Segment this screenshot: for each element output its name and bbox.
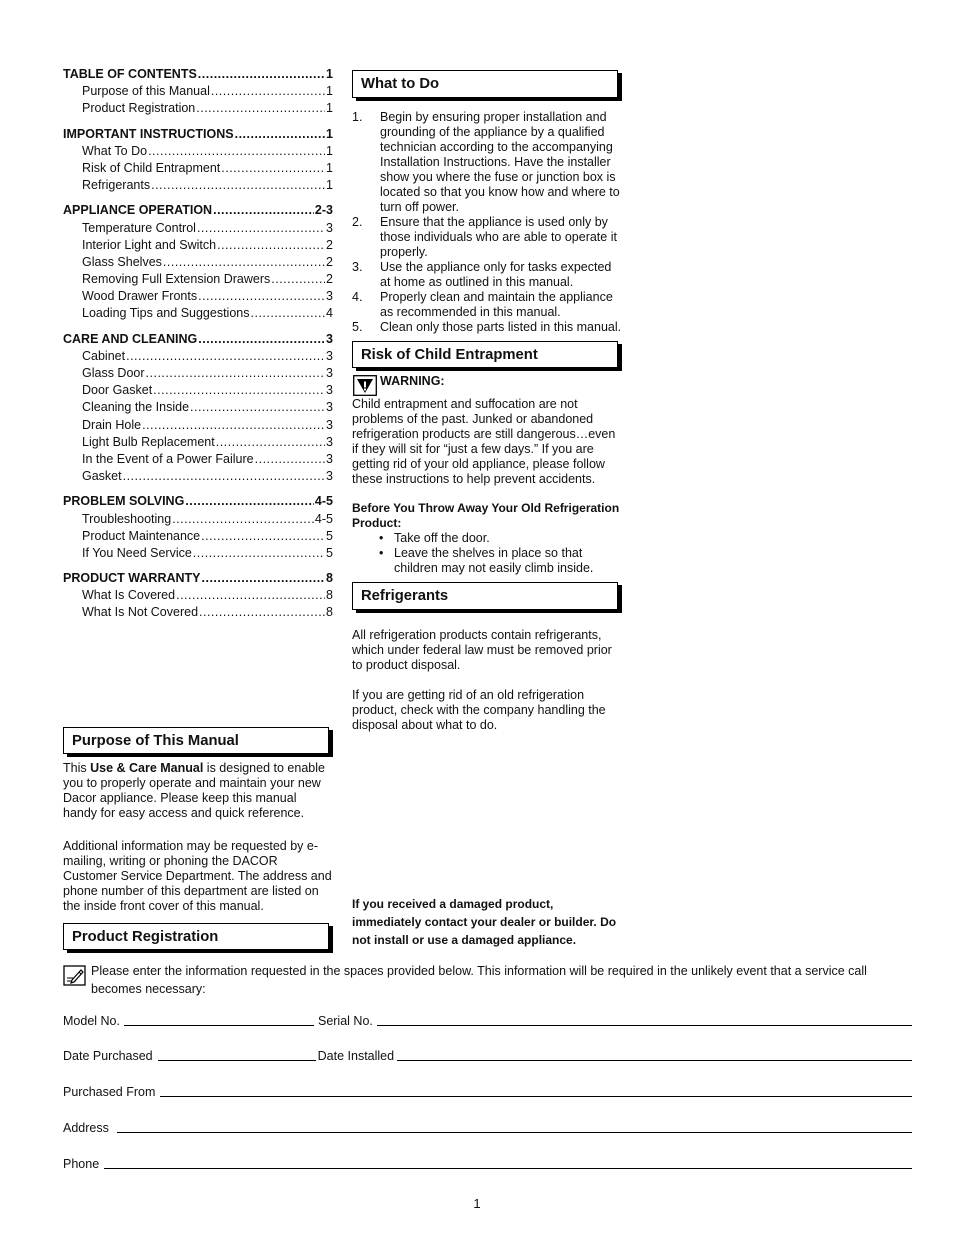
toc-leader-dots xyxy=(202,570,326,587)
refrigerants-body xyxy=(352,628,624,733)
toc-page-number: 3 xyxy=(326,469,333,484)
toc-page-number: 1 xyxy=(326,160,333,175)
purpose-paragraph-1: This Use & Care Manual is designed to enable you to properly operate and maintain your new Dacor appliance. Please keep this manual handy for easy access and quick reference. xyxy=(63,761,325,820)
registration-heading-text: Product Registration xyxy=(72,928,219,945)
toc-entry xyxy=(63,434,333,451)
toc-entry xyxy=(63,511,333,528)
toc-entry xyxy=(63,528,333,545)
toc-entry xyxy=(63,288,333,305)
step-text: Properly clean and maintain the appliance as recommended in this manual. xyxy=(380,290,613,319)
toc-page-number: 2 xyxy=(326,254,333,269)
toc-entry xyxy=(63,271,333,288)
toc-leader-dots xyxy=(123,468,325,485)
child-entrapment-paragraph: Child entrapment and suffocation are not problems of the past. Junked or abandoned refrigeration products are still dangerous…even if they will sit for “just a few days.” If you are getting rid of your old appliance, please follow these instructions to help prevent accidents. xyxy=(352,397,616,486)
toc-label: CARE AND CLEANING xyxy=(63,331,198,346)
refrigerants-heading xyxy=(352,582,618,610)
toc-section-heading xyxy=(63,570,333,587)
registration-heading xyxy=(63,923,329,950)
toc-page-number: 1 xyxy=(326,143,333,158)
what-to-do-body xyxy=(352,110,624,335)
purpose-paragraph-2: Additional information may be requested by e-mailing, writing or phoning the DACOR Customer Service Department. The address and phone number of this department are listed on the inside front cover of this manual. xyxy=(63,839,332,913)
toc-page-number: 5 xyxy=(326,528,333,543)
toc-leader-dots xyxy=(185,493,314,510)
toc-page-number: 8 xyxy=(326,571,333,586)
toc-entry xyxy=(63,177,333,194)
toc-page-number: 3 xyxy=(326,348,333,363)
toc-section-heading xyxy=(63,126,333,143)
toc-entry xyxy=(63,220,333,237)
date-installed-field[interactable] xyxy=(397,1059,912,1061)
phone-label: Phone xyxy=(63,1157,100,1171)
refrigerants-heading-text: Refrigerants xyxy=(361,588,449,604)
model-serial-row xyxy=(63,1014,912,1028)
toc-section xyxy=(63,66,333,118)
toc-page-number: 3 xyxy=(326,417,333,432)
what-to-do-heading-text: What to Do xyxy=(361,76,440,92)
toc-label: Risk of Child Entrapment xyxy=(82,160,221,175)
toc-entry xyxy=(63,417,333,434)
what-to-do-step xyxy=(352,320,624,335)
toc-leader-dots xyxy=(163,254,325,271)
purchased-from-label: Purchased From xyxy=(63,1085,156,1099)
toc-leader-dots xyxy=(198,288,325,305)
toc-leader-dots xyxy=(146,365,326,382)
toc-page-number: 3 xyxy=(326,400,333,415)
toc-leader-dots xyxy=(193,545,325,562)
what-to-do-step xyxy=(352,290,624,320)
toc-label: IMPORTANT INSTRUCTIONS xyxy=(63,126,234,141)
toc-page-number: 1 xyxy=(326,84,333,99)
toc-label: Product Registration xyxy=(82,101,196,116)
toc-label: TABLE OF CONTENTS xyxy=(63,67,197,81)
address-row xyxy=(63,1121,912,1135)
toc-entry xyxy=(63,160,333,177)
toc-leader-dots xyxy=(142,417,325,434)
registration-instruction: Please enter the information requested in the spaces provided below. This information will be required in the unlikely event that a service call becomes necessary: xyxy=(91,964,867,996)
toc-entry xyxy=(63,254,333,271)
toc-label: In the Event of a Power Failure xyxy=(82,451,254,466)
pencil-note-icon xyxy=(63,965,87,987)
toc-label: PROBLEM SOLVING xyxy=(63,494,185,509)
toc-entry xyxy=(63,305,333,322)
toc-entry xyxy=(63,143,333,160)
toc-section xyxy=(63,126,333,195)
toc-entry xyxy=(63,545,333,562)
toc-leader-dots xyxy=(172,511,314,528)
step-text: Ensure that the appliance is used only by those individuals who are able to operate it properly. xyxy=(380,215,617,259)
toc-label: What Is Not Covered xyxy=(82,605,199,620)
date-purchased-field[interactable] xyxy=(158,1059,316,1061)
toc-leader-dots xyxy=(190,399,325,416)
toc-page-number: 3 xyxy=(326,451,333,466)
step-number: 2. xyxy=(352,215,363,229)
toc-page-number: 3 xyxy=(326,289,333,304)
toc-label: Glass Shelves xyxy=(82,254,162,269)
toc-leader-dots xyxy=(216,434,325,451)
toc-leader-dots xyxy=(151,177,325,194)
toc-entry xyxy=(63,451,333,468)
toc-page-number: 3 xyxy=(326,331,333,346)
toc-entry xyxy=(63,348,333,365)
toc-leader-dots xyxy=(211,83,325,100)
toc-page-number: 3 xyxy=(326,220,333,235)
toc-page-number: 2 xyxy=(326,272,333,287)
toc-leader-dots xyxy=(199,604,325,621)
toc-label: Temperature Control xyxy=(82,220,196,235)
purpose-heading xyxy=(63,727,329,754)
toc-entry xyxy=(63,365,333,382)
toc-label: Purpose of this Manual xyxy=(82,84,210,99)
step-text: Clean only those parts listed in this manual. xyxy=(380,320,622,334)
toc-page-number: 1 xyxy=(326,178,333,193)
toc-leader-dots xyxy=(235,126,325,143)
toc-leader-dots xyxy=(198,66,325,83)
toc-label: Removing Full Extension Drawers xyxy=(82,272,271,287)
step-number: 5. xyxy=(352,320,363,334)
toc-section-heading xyxy=(63,66,333,83)
toc-leader-dots xyxy=(217,237,325,254)
toc-page-number: 3 xyxy=(326,434,333,449)
toc-label: Interior Light and Switch xyxy=(82,237,217,252)
toc-label: Light Bulb Replacement xyxy=(82,434,215,449)
toc-label: Cabinet xyxy=(82,348,126,363)
toc-page-number: 8 xyxy=(326,588,333,603)
toc-leader-dots xyxy=(198,331,325,348)
toc-label: If You Need Service xyxy=(82,545,192,560)
toc-label: Product Maintenance xyxy=(82,528,201,543)
toc-entry xyxy=(63,382,333,399)
toc-leader-dots xyxy=(153,382,325,399)
child-entrapment-heading-text: Risk of Child Entrapment xyxy=(361,346,538,363)
toc-page-number: 4 xyxy=(326,306,333,321)
bullet-item: • Leave the shelves in place so that children may not easily climb inside. xyxy=(352,546,622,576)
toc-leader-dots xyxy=(126,348,325,365)
page-number: 1 xyxy=(473,1196,481,1211)
toc-leader-dots xyxy=(213,202,314,219)
toc-leader-dots xyxy=(271,271,325,288)
dates-row xyxy=(63,1049,912,1063)
toc-entry xyxy=(63,604,333,621)
damaged-product-notice: If you received a damaged product, immediately contact your dealer or builder. Do not install or use a damaged appliance. xyxy=(352,897,617,947)
step-text: Use the appliance only for tasks expected at home as outlined in this manual. xyxy=(380,260,612,289)
bullet-item: • Take off the door. xyxy=(352,531,622,546)
toc-label: Refrigerants xyxy=(82,178,151,193)
toc-section xyxy=(63,570,333,622)
toc-page-number: 5 xyxy=(326,545,333,560)
toc-section-heading xyxy=(63,493,333,510)
toc-entry xyxy=(63,468,333,485)
toc-leader-dots xyxy=(251,305,326,322)
toc-section xyxy=(63,202,333,322)
toc-leader-dots xyxy=(196,100,325,117)
step-number: 1. xyxy=(352,110,363,124)
toc-entry xyxy=(63,399,333,416)
serial-field[interactable] xyxy=(377,1024,912,1026)
toc-label: PRODUCT WARRANTY xyxy=(63,571,201,586)
toc-label: Cleaning the Inside xyxy=(82,400,190,415)
refrigerants-paragraph-1: All refrigeration products contain refrigerants, which under federal law must be removed prior to product disposal. xyxy=(352,628,612,672)
toc-entry xyxy=(63,100,333,117)
toc-page-number: 2 xyxy=(326,237,333,252)
toc-leader-dots xyxy=(221,160,325,177)
toc-label: APPLIANCE OPERATION xyxy=(63,203,213,218)
toc-page-number: 2-3 xyxy=(314,203,333,218)
toc-section-heading xyxy=(63,202,333,219)
toc-page-number: 1 xyxy=(326,126,333,141)
what-to-do-step xyxy=(352,260,624,290)
toc-label: Door Gasket xyxy=(82,383,153,398)
toc-page-number: 1 xyxy=(326,101,333,116)
toc-leader-dots xyxy=(201,528,325,545)
purpose-body xyxy=(63,761,333,914)
address-label: Address xyxy=(63,1121,109,1135)
table-of-contents xyxy=(63,66,333,630)
purchased-from-row xyxy=(63,1085,912,1099)
toc-page-number: 3 xyxy=(326,383,333,398)
toc-label: Troubleshooting xyxy=(82,511,172,526)
toc-entry xyxy=(63,237,333,254)
toc-label: Glass Door xyxy=(82,366,145,380)
model-field[interactable] xyxy=(124,1024,314,1026)
toc-page-number: 1 xyxy=(326,67,333,81)
refrigerants-paragraph-2: If you are getting rid of an old refrigeration product, check with the company handling the disposal about what to do. xyxy=(352,688,606,732)
date-installed-label: Date Installed xyxy=(317,1049,395,1063)
purpose-heading-text: Purpose of This Manual xyxy=(72,732,239,749)
child-entrapment-heading xyxy=(352,341,618,368)
what-to-do-step xyxy=(352,110,624,215)
child-entrapment-bullets xyxy=(352,531,622,576)
step-number: 4. xyxy=(352,290,363,304)
toc-label: Gasket xyxy=(82,469,122,484)
purchased-from-field[interactable] xyxy=(160,1095,912,1097)
toc-section xyxy=(63,493,333,562)
warning-icon xyxy=(353,375,377,396)
toc-leader-dots xyxy=(148,143,325,160)
address-field[interactable] xyxy=(117,1131,912,1133)
toc-section-heading xyxy=(63,331,333,348)
toc-leader-dots xyxy=(197,220,325,237)
phone-row xyxy=(63,1157,912,1171)
phone-field[interactable] xyxy=(104,1167,912,1169)
toc-label: What Is Covered xyxy=(82,588,176,603)
toc-leader-dots xyxy=(255,451,325,468)
child-entrapment-subhead: Before You Throw Away Your Old Refrigeration Product: xyxy=(352,501,620,530)
toc-section xyxy=(63,331,333,486)
step-text: Begin by ensuring proper installation and grounding of the appliance by a qualified technician according to the accompanying Installation Instructions. Have the installer show you where the fuse or junction box is located so that you know how and where to turn off power. xyxy=(380,110,620,214)
toc-label: Loading Tips and Suggestions xyxy=(82,306,250,321)
what-to-do-heading xyxy=(352,70,618,98)
what-to-do-step xyxy=(352,215,624,260)
toc-page-number: 8 xyxy=(326,605,333,620)
toc-page-number: 4-5 xyxy=(314,511,333,526)
toc-page-number: 4-5 xyxy=(314,494,333,509)
step-number: 3. xyxy=(352,260,363,274)
what-to-do-list xyxy=(352,110,624,335)
toc-leader-dots xyxy=(176,587,325,604)
child-entrapment-body xyxy=(352,397,622,576)
toc-entry xyxy=(63,83,333,100)
toc-page-number: 3 xyxy=(326,366,333,380)
toc-entry xyxy=(63,587,333,604)
model-label: Model No. xyxy=(63,1014,120,1028)
toc-label: What To Do xyxy=(82,143,148,158)
serial-label: Serial No. xyxy=(317,1014,373,1028)
warning-label: WARNING: xyxy=(380,374,445,388)
toc-label: Wood Drawer Fronts xyxy=(82,289,198,304)
toc-label: Drain Hole xyxy=(82,417,142,432)
date-purchased-label: Date Purchased xyxy=(63,1049,153,1063)
